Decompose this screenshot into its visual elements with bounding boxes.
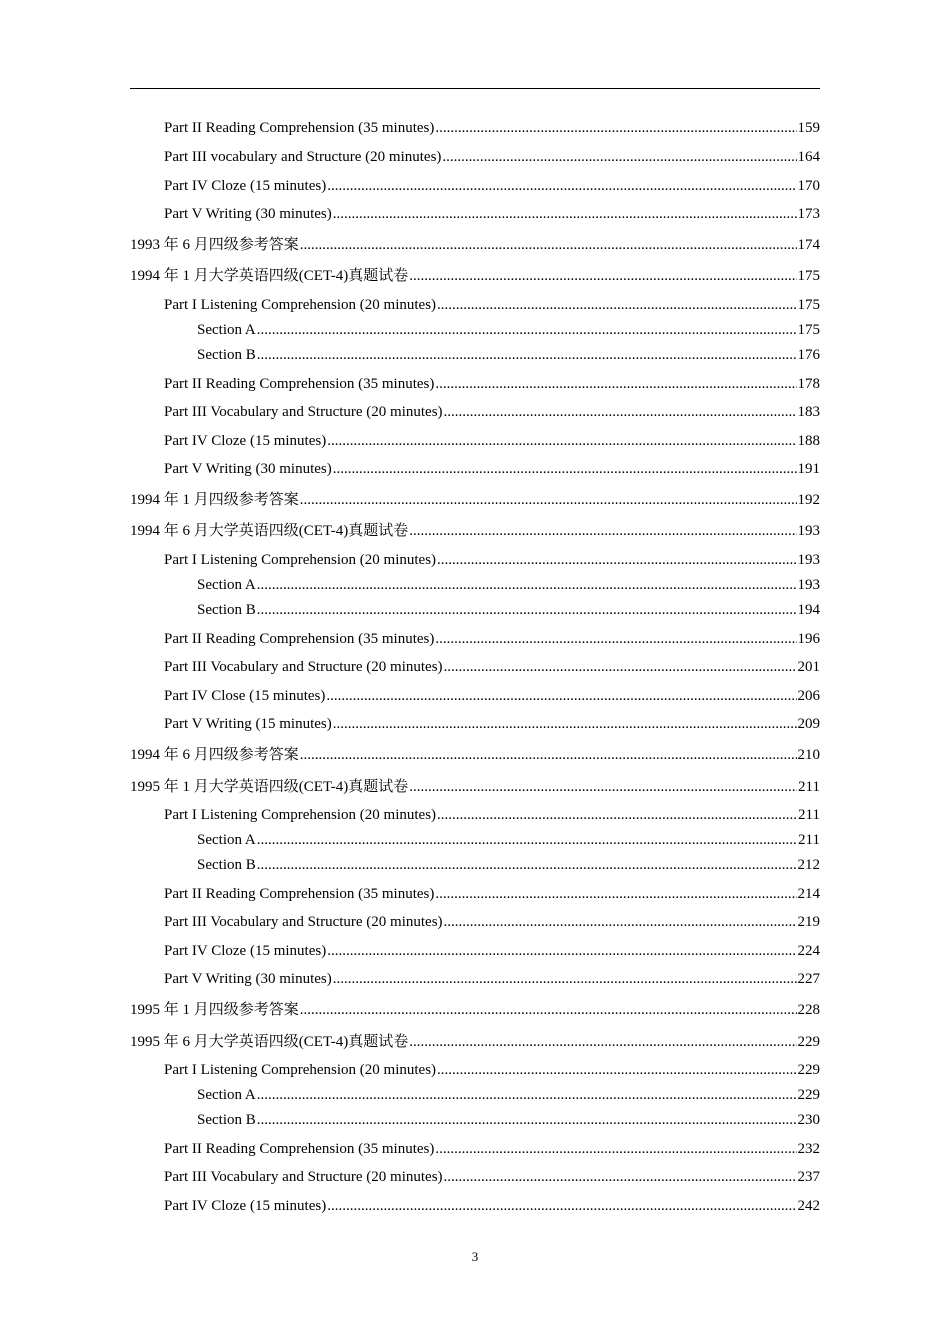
toc-entry-title: Section A [197, 1087, 256, 1103]
toc-entry-page: 229 [797, 1034, 820, 1050]
toc-entry-page: 229 [797, 1087, 820, 1103]
toc-entry-title: Part IV Cloze (15 minutes) [164, 943, 327, 959]
toc-dot-leader [300, 1001, 797, 1019]
toc-entry[interactable] [130, 778, 820, 796]
toc-entry-page: 211 [798, 832, 820, 848]
toc-entry-page: 212 [797, 857, 820, 873]
toc-entry-title: 1995 年 1 月大学英语四级(CET-4)真题试卷 [130, 779, 409, 795]
toc-entry[interactable] [164, 658, 820, 676]
toc-entry-page: 192 [797, 492, 820, 508]
toc-entry[interactable] [197, 1086, 820, 1104]
toc-entry[interactable] [164, 1061, 820, 1079]
toc-entry[interactable] [164, 148, 820, 166]
toc-entry-page: 228 [797, 1002, 820, 1018]
toc-entry-title: Part IV Cloze (15 minutes) [164, 1198, 327, 1214]
toc-dot-leader [444, 913, 797, 931]
toc-entry-title: Part V Writing (30 minutes) [164, 206, 332, 222]
toc-entry-title: Part III Vocabulary and Structure (20 minutes) [164, 659, 443, 675]
toc-entry[interactable] [164, 715, 820, 733]
toc-entry-title: Part III Vocabulary and Structure (20 minutes) [164, 1169, 443, 1185]
toc-dot-leader [435, 885, 796, 903]
toc-dot-leader [327, 177, 796, 195]
toc-dot-leader [257, 346, 797, 364]
toc-dot-leader [257, 576, 797, 594]
toc-dot-leader [300, 236, 797, 254]
toc-dot-leader [444, 403, 797, 421]
toc-entry-page: 214 [797, 886, 820, 902]
toc-entry[interactable] [130, 236, 820, 254]
toc-dot-leader [409, 778, 797, 796]
toc-entry-title: Part III Vocabulary and Structure (20 minutes) [164, 404, 443, 420]
toc-entry-title: Part IV Cloze (15 minutes) [164, 178, 327, 194]
toc-entry[interactable] [164, 403, 820, 421]
toc-entry[interactable] [197, 346, 820, 364]
toc-entry-title: 1994 年 1 月四级参考答案 [130, 492, 299, 508]
toc-dot-leader [257, 1111, 797, 1129]
toc-entry-page: 183 [797, 404, 820, 420]
toc-entry-title: Section B [197, 347, 256, 363]
toc-entry-page: 174 [797, 237, 820, 253]
toc-entry[interactable] [164, 885, 820, 903]
toc-entry-title: Part II Reading Comprehension (35 minutes) [164, 120, 435, 136]
toc-entry-page: 194 [797, 602, 820, 618]
toc-entry[interactable] [130, 1001, 820, 1019]
toc-entry-title: Part II Reading Comprehension (35 minutes) [164, 886, 435, 902]
toc-entry[interactable] [164, 970, 820, 988]
page-number: 3 [471, 1249, 479, 1264]
toc-entry-page: 175 [797, 322, 820, 338]
toc-entry-page: 209 [797, 716, 820, 732]
toc-dot-leader [437, 551, 796, 569]
toc-entry-title: Section B [197, 857, 256, 873]
toc-entry-page: 170 [797, 178, 820, 194]
toc-entry-title: Part II Reading Comprehension (35 minutes) [164, 376, 435, 392]
toc-dot-leader [257, 856, 797, 874]
toc-entry[interactable] [130, 267, 820, 285]
toc-entry-title: Part V Writing (30 minutes) [164, 971, 332, 987]
toc-entry-title: 1995 年 1 月四级参考答案 [130, 1002, 299, 1018]
toc-dot-leader [435, 119, 796, 137]
toc-entry[interactable] [164, 1197, 820, 1215]
toc-entry-page: 227 [797, 971, 820, 987]
toc-dot-leader [444, 1168, 797, 1186]
toc-entry-title: Part IV Close (15 minutes) [164, 688, 326, 704]
toc-entry[interactable] [164, 375, 820, 393]
toc-entry-title: Part II Reading Comprehension (35 minutes) [164, 1141, 435, 1157]
toc-entry[interactable] [130, 491, 820, 509]
toc-entry-page: 201 [797, 659, 820, 675]
toc-entry[interactable] [164, 432, 820, 450]
toc-dot-leader [333, 970, 797, 988]
toc-entry-page: 229 [797, 1062, 820, 1078]
toc-entry-title: Part I Listening Comprehension (20 minutes) [164, 552, 437, 568]
toc-entry[interactable] [164, 460, 820, 478]
toc-entry-page: 188 [797, 433, 820, 449]
toc-entry[interactable] [164, 913, 820, 931]
toc-entry-page: 176 [797, 347, 820, 363]
toc-entry[interactable] [164, 177, 820, 195]
toc-entry-title: Part III Vocabulary and Structure (20 minutes) [164, 914, 443, 930]
toc-entry-title: Part III vocabulary and Structure (20 minutes) [164, 149, 442, 165]
toc-entry[interactable] [164, 942, 820, 960]
toc-entry-title: Section A [197, 832, 256, 848]
toc-entry-page: 175 [797, 268, 820, 284]
toc-entry-title: Section A [197, 322, 256, 338]
toc-entry[interactable] [197, 321, 820, 339]
toc-entry[interactable] [197, 856, 820, 874]
toc-entry[interactable] [197, 831, 820, 849]
toc-entry-page: 175 [797, 297, 820, 313]
toc-entry[interactable] [130, 522, 820, 540]
toc-entry-page: 242 [797, 1198, 820, 1214]
toc-dot-leader [409, 267, 796, 285]
toc-dot-leader [435, 375, 796, 393]
toc-entry-title: 1993 年 6 月四级参考答案 [130, 237, 299, 253]
toc-dot-leader [435, 630, 796, 648]
toc-entry[interactable] [164, 205, 820, 223]
toc-entry-page: 237 [797, 1169, 820, 1185]
toc-dot-leader [435, 1140, 796, 1158]
toc-entry-page: 193 [797, 577, 820, 593]
toc-entry[interactable] [164, 1168, 820, 1186]
toc-dot-leader [333, 715, 797, 733]
toc-dot-leader [333, 205, 797, 223]
toc-entry[interactable] [164, 687, 820, 705]
toc-entry-title: 1995 年 6 月大学英语四级(CET-4)真题试卷 [130, 1034, 409, 1050]
toc-dot-leader [257, 321, 797, 339]
toc-entry-page: 173 [797, 206, 820, 222]
toc-entry-title: Part I Listening Comprehension (20 minutes) [164, 297, 437, 313]
toc-entry[interactable] [197, 576, 820, 594]
toc-entry[interactable] [164, 1140, 820, 1158]
toc-entry-title: Section A [197, 577, 256, 593]
toc-entry[interactable] [164, 296, 820, 314]
toc-dot-leader [327, 1197, 796, 1215]
toc-dot-leader [442, 148, 796, 166]
toc-dot-leader [333, 460, 797, 478]
toc-entry[interactable] [130, 1033, 820, 1051]
toc-entry-title: Part I Listening Comprehension (20 minutes) [164, 1062, 437, 1078]
toc-entry-page: 193 [797, 552, 820, 568]
toc-entry-page: 178 [797, 376, 820, 392]
toc-dot-leader [437, 296, 796, 314]
toc-dot-leader [444, 658, 797, 676]
toc-entry-title: Part V Writing (30 minutes) [164, 461, 332, 477]
toc-entry[interactable] [130, 746, 820, 764]
toc-entry-page: 211 [798, 807, 820, 823]
toc-entry[interactable] [164, 551, 820, 569]
toc-entry-page: 232 [797, 1141, 820, 1157]
toc-entry-page: 206 [797, 688, 820, 704]
toc-entry[interactable] [164, 806, 820, 824]
toc-entry-title: Part V Writing (15 minutes) [164, 716, 332, 732]
toc-dot-leader [300, 491, 797, 509]
toc-entry-page: 230 [797, 1112, 820, 1128]
toc-entry[interactable] [164, 119, 820, 137]
toc-entry[interactable] [197, 601, 820, 619]
toc-entry[interactable] [197, 1111, 820, 1129]
toc-entry-title: Part IV Cloze (15 minutes) [164, 433, 327, 449]
toc-entry-page: 211 [798, 779, 820, 795]
toc-dot-leader [257, 601, 797, 619]
toc-entry-title: Section B [197, 602, 256, 618]
toc-dot-leader [326, 687, 796, 705]
toc-dot-leader [257, 1086, 797, 1104]
toc-entry-title: 1994 年 6 月四级参考答案 [130, 747, 299, 763]
toc-entry-title: 1994 年 1 月大学英语四级(CET-4)真题试卷 [130, 268, 409, 284]
toc-dot-leader [257, 831, 797, 849]
toc-entry-page: 224 [797, 943, 820, 959]
toc-entry-page: 210 [797, 747, 820, 763]
toc-dot-leader [409, 1033, 796, 1051]
toc-entry-page: 219 [797, 914, 820, 930]
toc-entry-page: 164 [797, 149, 820, 165]
toc-dot-leader [437, 1061, 796, 1079]
toc-dot-leader [300, 746, 797, 764]
toc-entry-title: Part I Listening Comprehension (20 minutes) [164, 807, 437, 823]
toc-dot-leader [327, 432, 796, 450]
toc-entry-page: 196 [797, 631, 820, 647]
toc-entry-title: Part II Reading Comprehension (35 minutes) [164, 631, 435, 647]
toc-entry-title: Section B [197, 1112, 256, 1128]
toc-dot-leader [437, 806, 797, 824]
toc-entry-page: 159 [797, 120, 820, 136]
toc-entry[interactable] [164, 630, 820, 648]
toc-entry-page: 191 [797, 461, 820, 477]
toc-dot-leader [409, 522, 796, 540]
toc-dot-leader [327, 942, 796, 960]
toc-entry-page: 193 [797, 523, 820, 539]
toc-entry-title: 1994 年 6 月大学英语四级(CET-4)真题试卷 [130, 523, 409, 539]
